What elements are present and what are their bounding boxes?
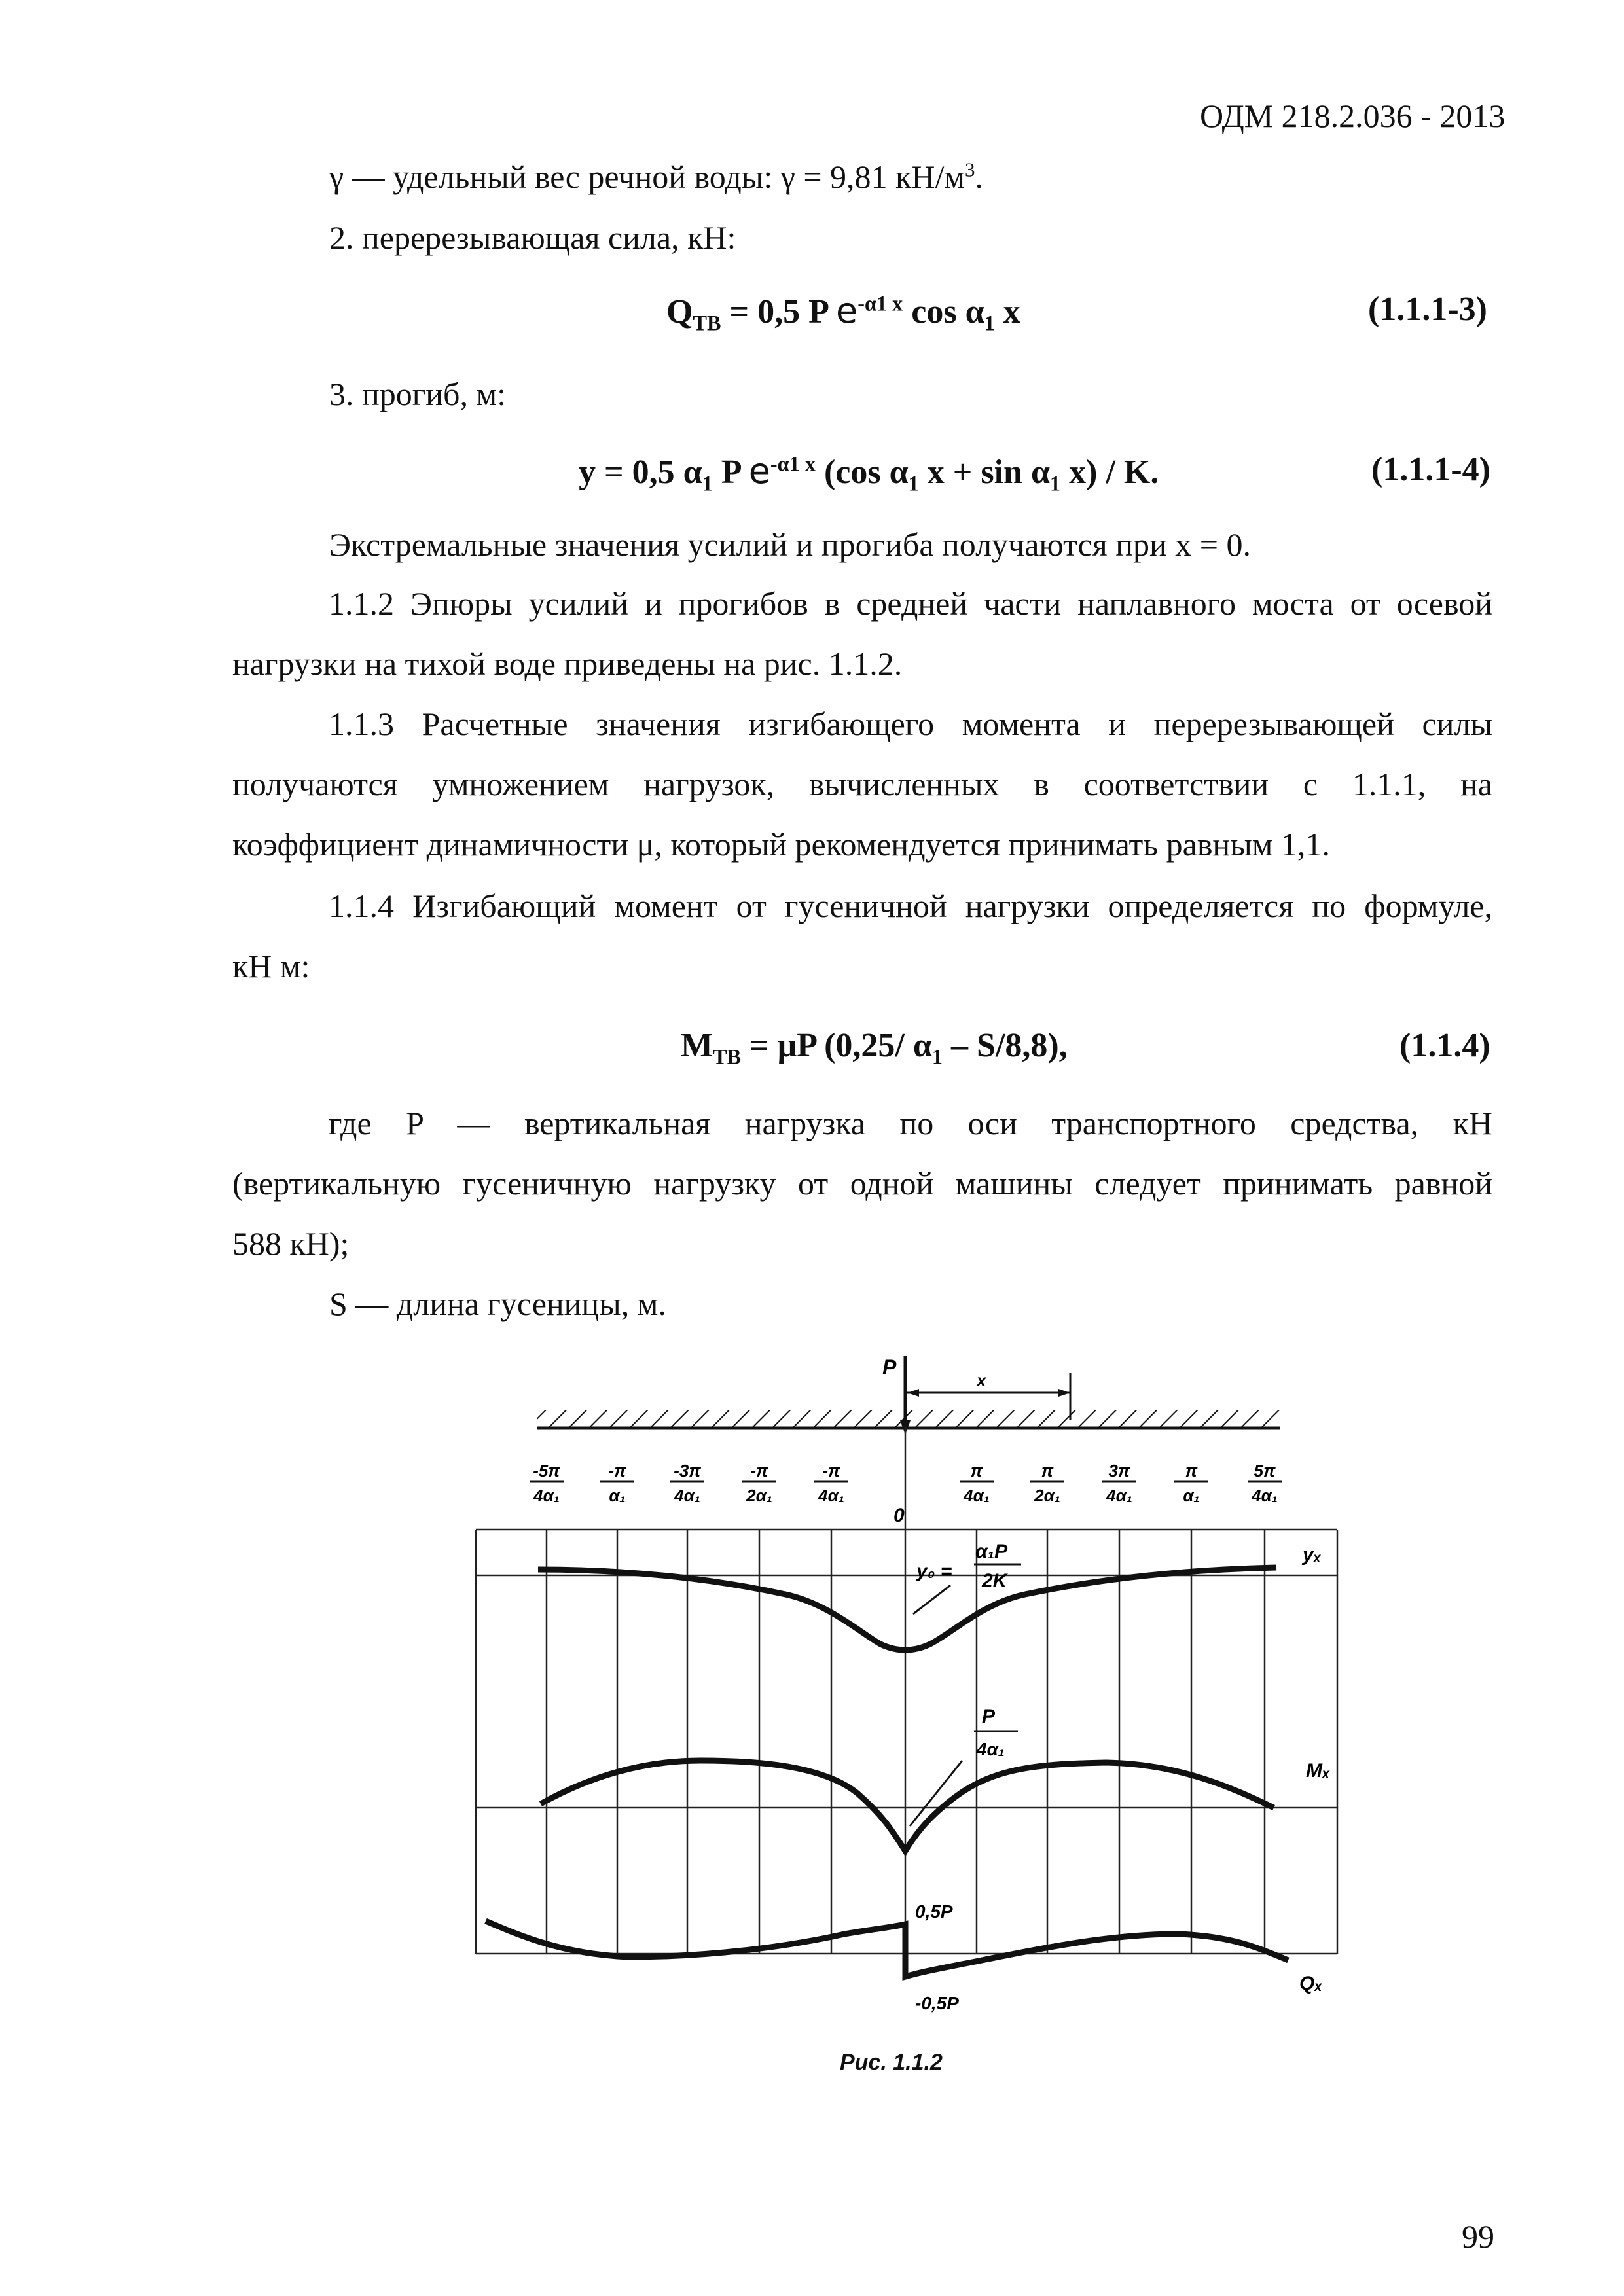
- tick-label-left-3: [742, 1461, 776, 1505]
- formula-m: $M_{ТВ} = \mu P$ (0,25/ $\alpha_1 - S/8,8$),: [681, 1027, 1068, 1069]
- tick-numerator: π: [1185, 1461, 1198, 1480]
- tick-denominator: 4α₁: [964, 1486, 990, 1505]
- moment-denominator: 4α₁: [977, 1739, 1005, 1759]
- curve-m-label: Mₓ: [1306, 1760, 1330, 1782]
- paragraph-line: получаются умножением нагрузок, вычисленных в соответствии с 1.1.1, на: [232, 766, 1492, 802]
- shear-positive-label: 0,5P: [915, 1901, 953, 1922]
- paragraph-line: коэффициент динамичности μ, который рекомендуется принимать равным 1,1.: [232, 826, 1330, 863]
- tick-label-right-0: [960, 1461, 994, 1505]
- y0-label: y₀ =: [916, 1560, 952, 1582]
- tick-denominator: 4α₁: [1106, 1486, 1132, 1505]
- tick-numerator: π: [1041, 1461, 1054, 1480]
- load-label: P: [882, 1355, 897, 1379]
- formula-m-number: (1.1.4): [1399, 1027, 1490, 1064]
- tick-label-left-0: [530, 1461, 564, 1505]
- paragraph-line: 1.1.4 Изгибающий момент от гусеничной нагрузки определяется по формуле,: [329, 888, 1492, 924]
- tick-denominator: 4α₁: [818, 1486, 844, 1505]
- document-code: ОДМ 218.2.036 - 2013: [1200, 98, 1506, 134]
- tick-label-right-4: [1248, 1461, 1282, 1505]
- tick-numerator: -π: [750, 1461, 768, 1480]
- origin-label: 0: [893, 1505, 905, 1526]
- tick-denominator: 2α₁: [746, 1486, 772, 1505]
- s-definition: S — длина гусеницы, м.: [329, 1285, 666, 1322]
- gamma-definition: γ — удельный вес речной воды: γ = 9,81 $кН/м^3$.: [329, 158, 983, 195]
- tick-numerator: -3π: [674, 1461, 701, 1480]
- curve-q-label: Qₓ: [1299, 1973, 1323, 1994]
- item-3-label: 3. прогиб, м:: [329, 376, 506, 412]
- paragraph-line: 1.1.3 Расчетные значения изгибающего момента и перерезывающей силы: [329, 706, 1492, 742]
- tick-numerator: -π: [822, 1461, 840, 1480]
- paragraph-line: нагрузки на тихой воде приведены на рис. 1.1.2.: [232, 645, 903, 682]
- figure-grid: [476, 1427, 1337, 1954]
- tick-label-right-2: [1102, 1461, 1136, 1505]
- page-number: 99: [1462, 2218, 1494, 2255]
- tick-label-left-2: [670, 1461, 704, 1505]
- tick-denominator: α₁: [609, 1486, 626, 1505]
- shear-negative-label: -0,5P: [915, 1993, 959, 2013]
- tick-numerator: 5π: [1254, 1461, 1276, 1480]
- tick-numerator: π: [970, 1461, 983, 1480]
- item-2-label: 2. перерезывающая сила, кН:: [329, 219, 736, 256]
- y0-denominator: 2K: [982, 1570, 1007, 1592]
- deflection-curve: [538, 1568, 1276, 1650]
- formula-y-number: (1.1.1-4): [1371, 451, 1490, 488]
- shear-curve: [486, 1921, 1288, 1977]
- tick-numerator: -π: [608, 1461, 626, 1480]
- tick-label-left-4: [814, 1461, 848, 1505]
- paragraph-line: 1.1.2 Эпюры усилий и прогибов в средней части наплавного моста от осевой: [329, 585, 1492, 622]
- figure-caption: Рис. 1.1.2: [840, 2050, 943, 2075]
- tick-denominator: 4α₁: [533, 1486, 560, 1505]
- moment-numerator: P: [982, 1706, 996, 1727]
- paragraph-line: (вертикальную гусеничную нагрузку от одной машины следует принимать равной: [232, 1165, 1492, 1202]
- formula-q-number: (1.1.1-3): [1368, 291, 1487, 328]
- tick-numerator: -5π: [533, 1461, 560, 1480]
- y0-leader-line: [913, 1585, 950, 1614]
- formula-y: y = 0,5 $\alpha_1$ P $e^{-\alpha 1 x}$ (cos $\alpha_1$ $x + \sin \alpha_1$ x) / K.: [579, 450, 1159, 495]
- load-arrow: [900, 1356, 911, 1435]
- moment-curve: [541, 1761, 1274, 1851]
- paragraph-line: кН м:: [232, 948, 310, 984]
- tick-label-left-1: [600, 1461, 634, 1505]
- paragraph-line: где P — вертикальная нагрузка по оси транспортного средства, кН: [329, 1105, 1492, 1141]
- y0-numerator: α₁P: [975, 1541, 1008, 1562]
- x-label: x: [977, 1371, 986, 1390]
- paragraph-line: 588 кН);: [232, 1225, 350, 1262]
- tick-label-right-3: [1174, 1461, 1208, 1505]
- extreme-values-text: Экстремальные значения усилий и прогиба получаются при x = 0.: [329, 526, 1251, 563]
- tick-denominator: 4α₁: [674, 1486, 700, 1505]
- tick-numerator: 3π: [1108, 1461, 1130, 1480]
- tick-denominator: α₁: [1183, 1486, 1200, 1505]
- curve-y-label: yₓ: [1303, 1544, 1322, 1566]
- formula-q: $Q_{ТВ} = 0,5$ P $e^{-\alpha 1 x}$ $\cos \alpha_1$ x: [666, 290, 1020, 335]
- tick-label-right-1: [1030, 1461, 1064, 1505]
- tick-denominator: 4α₁: [1252, 1486, 1278, 1505]
- tick-denominator: 2α₁: [1034, 1486, 1060, 1505]
